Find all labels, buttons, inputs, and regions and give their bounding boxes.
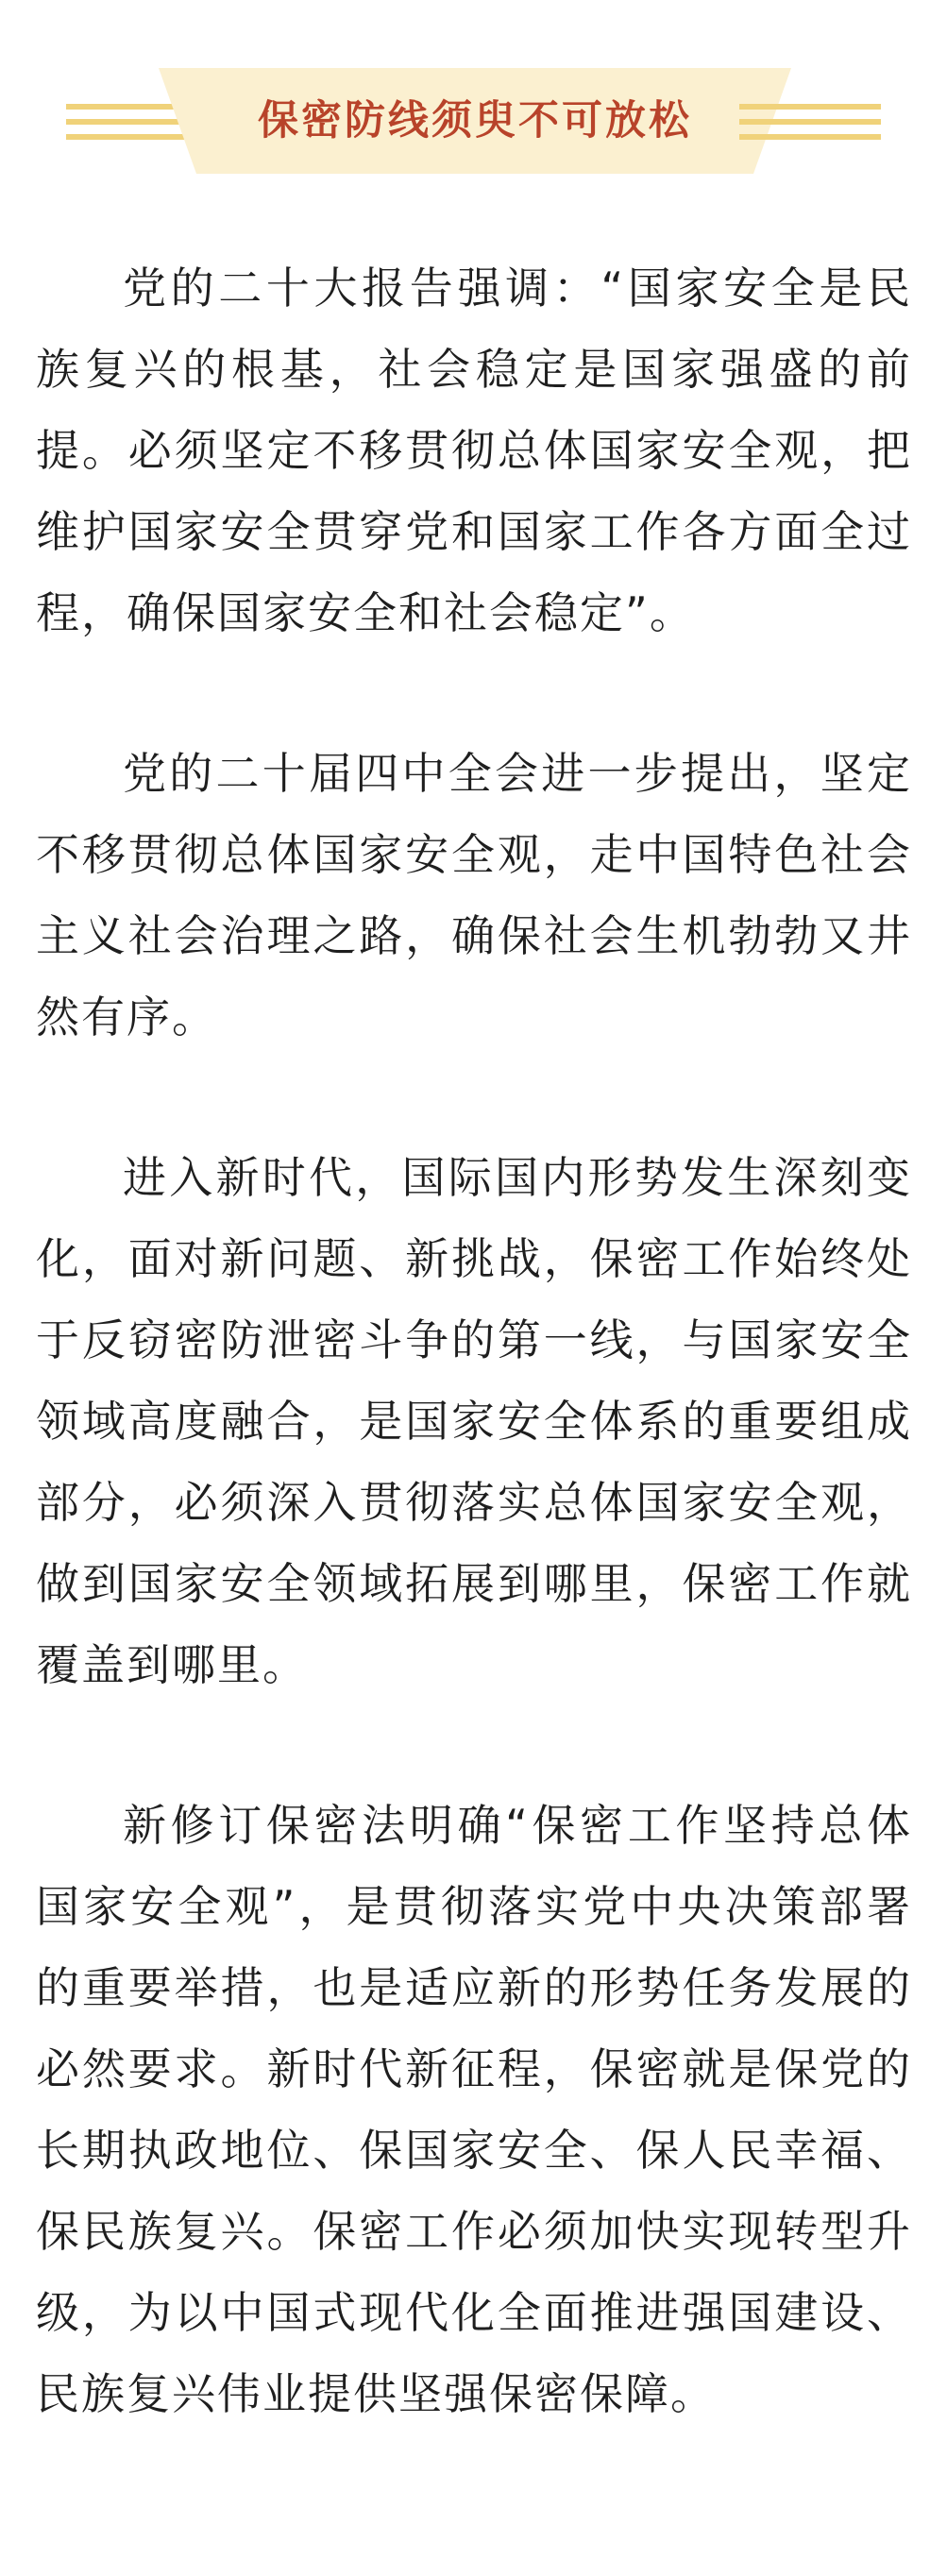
paragraph-3: 进入新时代，国际国内形势发生深刻变化，面对新问题、新挑战，保密工作始终处于反窃密防泄密斗争的第一线，与国家安全领域高度融合，是国家安全体系的重要组成部分，必须深入贯彻落实总体国家安全观，做到国家安全领域拓展到哪里，保密工作就覆盖到哪里。 bbox=[36, 1152, 912, 1690]
article-body bbox=[36, 247, 912, 2514]
paragraph-4: 新修订保密法明确“保密工作坚持总体国家安全观”，是贯彻落实党中央决策部署的重要举措，也是适应新的形势任务发展的必然要求。新时代新征程，保密就是保党的长期执政地位、保国家安全、保人民幸福、保民族复兴。保密工作必须加快实现转型升级，为以中国式现代化全面推进强国建设、民族复兴伟业提供坚强保密保障。 bbox=[36, 1800, 912, 2419]
title-header bbox=[0, 57, 947, 179]
title-banner bbox=[142, 68, 808, 174]
paragraph-2: 党的二十届四中全会进一步提出，坚定不移贯彻总体国家安全观，走中国特色社会主义社会治理之路，确保社会生机勃勃又井然有序。 bbox=[36, 748, 912, 1042]
paragraph-1: 党的二十大报告强调：“国家安全是民族复兴的根基，社会稳定是国家强盛的前提。必须坚定不移贯彻总体国家安全观，把维护国家安全贯穿党和国家工作各方面全过程，确保国家安全和社会稳定”。 bbox=[36, 263, 912, 638]
right-decorative-stripes bbox=[739, 104, 881, 142]
article-title: 保密防线须臾不可放松 bbox=[258, 97, 692, 144]
